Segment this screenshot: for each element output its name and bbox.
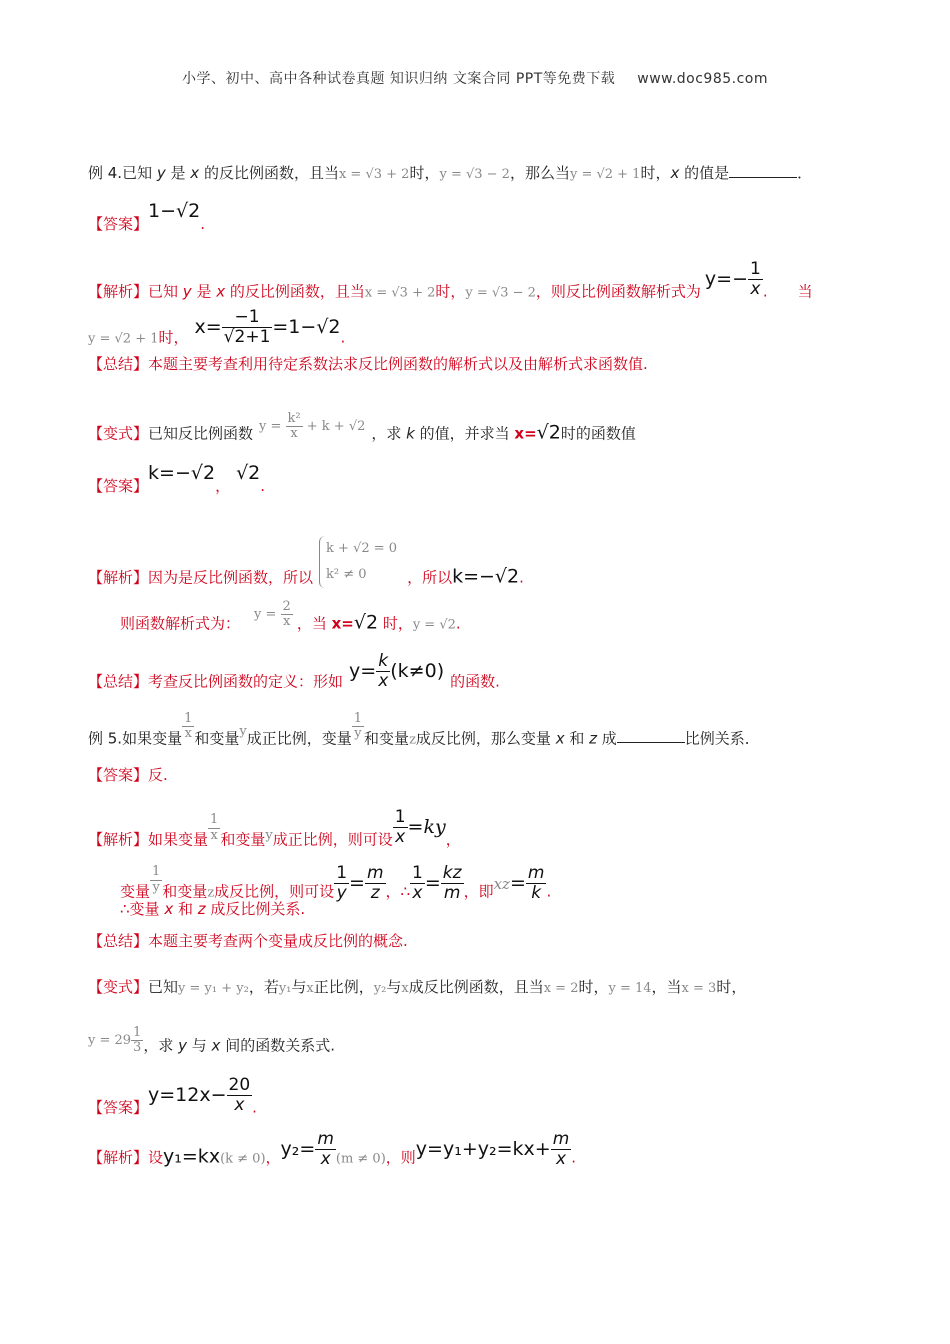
ex5-question: 例 5.如果变量 $\frac{1}{x}$ 和变量y成正比例，变量 $\frac{1}{y}$ 和变量z成反比例，那么变量 x 和 z 成 比例关系． [88,711,760,748]
ex5-analysis-2: 变量 $\frac{1}{y}$ 和变量z成反比例，则可设 $\frac{1}{y}$ = $\frac{m}{z}$ ，∴ $\frac{1}{x}$ = $\frac{kz}{m}$ ，即xz= $\frac{m}{k}$ . [120,863,552,903]
formula: x = √3 + 2 [338,167,410,182]
var2-analysis: 【解析】设y₁=kx(k ≠ 0)，y₂= $\frac{m}{x}$ (m ≠ 0)，则y=y₁+y₂=kx+ $\frac{m}{x}$ . [88,1129,577,1169]
var2-question: 【变式】已知y = y₁ + y₂，若y₁与x正比例，y₂与x成反比例函数，且当x = 2时，y = 14，当x = 3时， [88,978,747,996]
formula-y-eq-neg-1-over-x: y=− $\frac{1}{x}$ [704,259,761,299]
var1-question: 【变式】已知反比例函数 y = $\frac{\text{k²}}{x}$ + k + √2 ，求 k 的值，并求当 x=√2时的函数值 [88,411,636,444]
header-site: www.doc985.com [637,71,769,87]
ex5-answer: 【答案】反. [88,766,168,784]
formula-x-value: x= $\frac{-1}{√2+1}$ =1−√2 [194,307,341,347]
var2-question-2: y = 29 $\frac{1}{3}$ ，求 y 与 x 间的函数关系式. [88,1025,335,1056]
formula: y = √3 − 2 [439,167,510,182]
ex4-analysis: 【解析】已知 y 是 x 的反比例函数，且当x = √3 + 2时，y = √3 − 2，则反比例函数解析式为y=− $\frac{1}{x}$ . 当 [88,259,813,301]
ex5-analysis: 【解析】如果变量 $\frac{1}{x}$ 和变量y成正比例，则可设 $\frac{1}{x}$ =ky， [88,807,461,849]
var1-answer: 【答案】k=−√2，√2. [88,462,266,495]
ex5-analysis-3: ∴变量 x 和 z 成反比例关系. [120,900,306,918]
ex5-summary: 【总结】本题主要考查两个变量成反比例的概念. [88,932,408,950]
ex4-summary: 【总结】本题主要考查利用待定系数法求反比例函数的解析式以及由解析式求函数值. [88,355,648,373]
page-header [0,68,950,88]
formula: y = √2 + 1 [569,167,641,182]
ex4-analysis-2: y = √2 + 1时， x= $\frac{-1}{√2+1}$ =1−√2. [88,307,346,347]
var1-analysis-2: 则函数解析式为： y = $\frac{2}{x}$ ，当 x=√2 时，y = √2. [120,599,461,634]
var1-summary: 【总结】考查反比例函数的定义：形如 y= $\frac{k}{x}$ (k≠0) 的函数. [88,651,500,691]
var2-answer: 【答案】y=12x− $\frac{20}{x}$ . [88,1075,257,1117]
answer-blank [729,163,797,178]
ex4-question: 例 4.已知 y 是 x 的反比例函数，且当x = √3 + 2时，y = √3 − 2，那么当y = √2 + 1时，x 的值是 ． [88,164,813,182]
var1-analysis: 【解析】因为是反比例函数，所以 k + √2 = 0 k² ≠ 0 ，所以k=−√2. [88,552,862,604]
answer-blank [617,728,685,743]
ex4-answer: 【答案】1−√2. [88,200,206,233]
header-text: 小学、初中、高中各种试卷真题 知识归纳 文案合同 PPT等免费下载 [181,71,616,87]
answer-formula: 1−√2 [148,200,201,222]
